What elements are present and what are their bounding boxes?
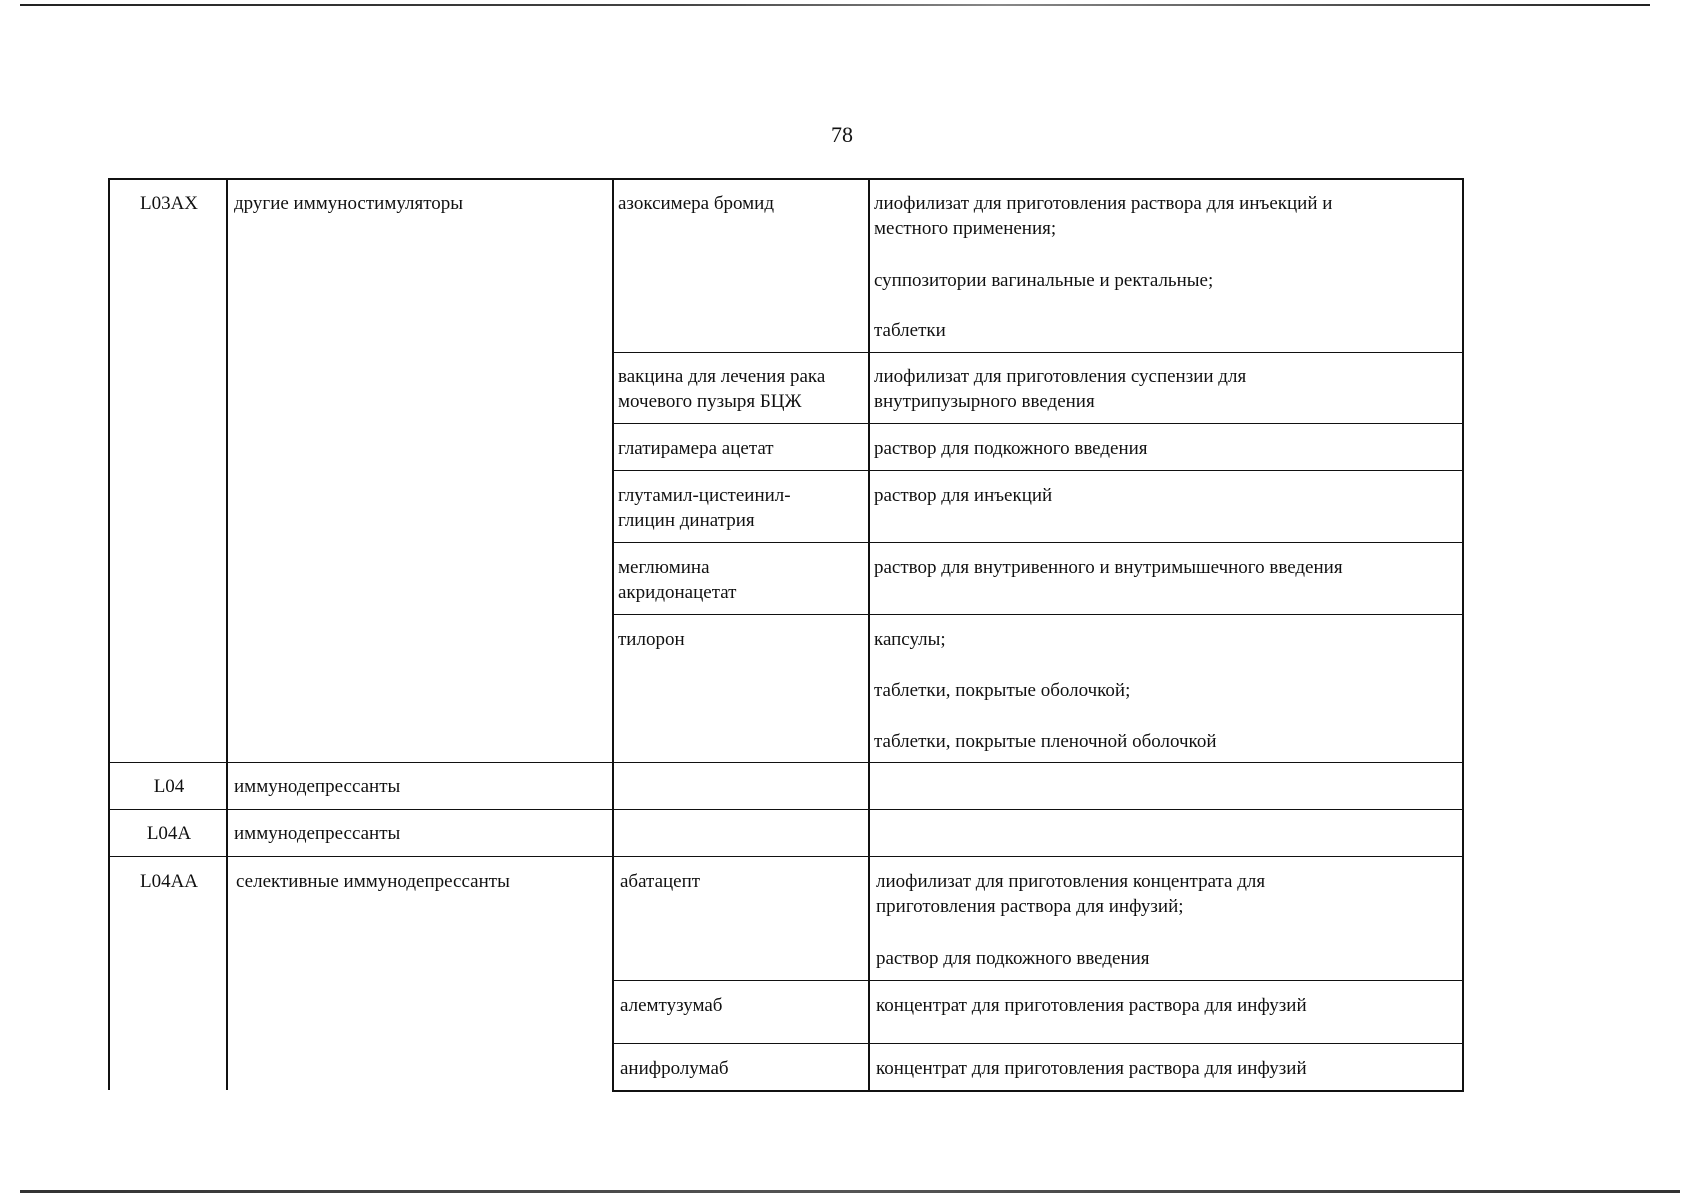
dosage-form: концентрат для приготовления раствора для инфузий	[876, 1058, 1307, 1079]
dosage-form: капсулы;	[874, 629, 946, 650]
drug-name: алемтузумаб	[620, 995, 723, 1016]
drug-name: мочевого пузыря БЦЖ	[618, 391, 802, 412]
dosage-form: лиофилизат для приготовления раствора для инъекций и	[874, 193, 1333, 214]
drug-name: глатирамера ацетат	[618, 438, 774, 459]
page-number: 78	[831, 122, 853, 147]
dosage-form: раствор для подкожного введения	[876, 948, 1150, 969]
drug-name: анифролумаб	[620, 1058, 729, 1079]
atc-code: L04AA	[139, 871, 199, 892]
atc-group: иммунодепрессанты	[234, 823, 401, 844]
dosage-form: лиофилизат для приготовления концентрата для	[876, 871, 1266, 892]
dosage-form: таблетки	[874, 320, 946, 341]
dosage-form: внутрипузырного введения	[874, 391, 1095, 412]
dosage-form: местного применения;	[874, 218, 1057, 239]
dosage-form: таблетки, покрытые пленочной оболочкой	[874, 731, 1217, 752]
atc-code: L03AX	[139, 193, 199, 214]
drug-name: вакцина для лечения рака	[618, 366, 826, 387]
dosage-form: суппозитории вагинальные и ректальные;	[874, 270, 1214, 291]
atc-code: L04	[153, 776, 185, 797]
atc-group: селективные иммунодепрессанты	[236, 871, 510, 892]
scan-edge-bottom	[20, 1190, 1680, 1193]
drug-name: меглюмина	[618, 557, 710, 578]
dosage-form: таблетки, покрытые оболочкой;	[874, 680, 1131, 701]
dosage-form: раствор для инъекций	[874, 485, 1053, 506]
drug-name: тилорон	[618, 629, 685, 650]
dosage-form: раствор для внутривенного и внутримышечного введения	[874, 557, 1343, 578]
dosage-form: концентрат для приготовления раствора для инфузий	[876, 995, 1307, 1016]
dosage-form: лиофилизат для приготовления суспензии для	[874, 366, 1247, 387]
drug-name: глицин динатрия	[618, 510, 755, 531]
dosage-form: раствор для подкожного введения	[874, 438, 1148, 459]
atc-group: другие иммуностимуляторы	[234, 193, 464, 214]
atc-code: L04A	[146, 823, 192, 844]
drug-name: азоксимера бромид	[618, 193, 774, 214]
dosage-form: приготовления раствора для инфузий;	[876, 896, 1184, 917]
scan-edge-top	[20, 4, 1650, 6]
drug-name: акридонацетат	[618, 582, 737, 603]
atc-group: иммунодепрессанты	[234, 776, 401, 797]
drug-name: глутамил-цистеинил-	[618, 485, 791, 506]
drug-name: абатацепт	[620, 871, 701, 892]
